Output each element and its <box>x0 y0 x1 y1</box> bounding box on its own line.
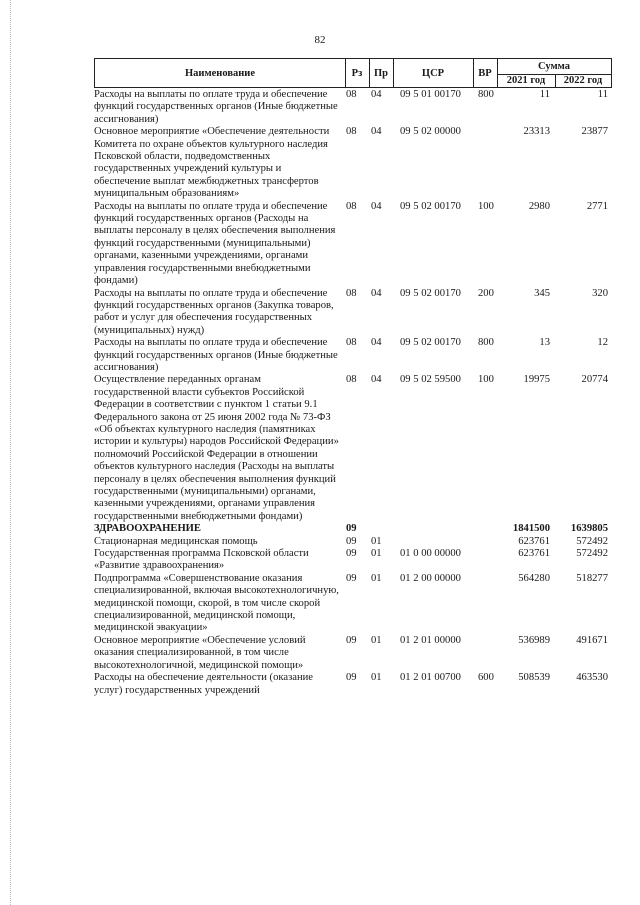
row-name: Основное мероприятие «Обеспечение деятельности Комитета по охране объектов культурного наследия Псковской области, подведомственных государственных учреждений культуры и обеспечение выплат межбюджетных трансфертов муниципальным образованиям» <box>94 126 330 200</box>
row-sum-2022: 1639805 <box>570 523 608 535</box>
row-pr: 01 <box>371 548 382 560</box>
row-sum-2021: 345 <box>534 287 550 299</box>
row-sum-2021: 2980 <box>528 200 550 212</box>
table-body <box>94 89 612 697</box>
row-rz: 08 <box>346 200 357 212</box>
row-pr: 01 <box>371 535 382 547</box>
row-sum-2021: 1841500 <box>512 523 550 535</box>
row-name: Расходы на выплаты по оплате труда и обеспечение функций государственных органов (Расходы на выплаты персоналу в целях обеспечения выполнения функций государственными (муниципальными) органами, казенными учреждениями, органами управления государственными внебюджетными фондами) <box>94 200 336 287</box>
table-row <box>94 201 612 288</box>
row-name: Расходы на выплаты по оплате труда и обеспечение функций государственных органов (Иные бюджетные ассигнования) <box>94 89 338 125</box>
row-rz: 08 <box>346 89 357 100</box>
table-row <box>94 126 612 200</box>
row-pr: 04 <box>371 126 382 138</box>
row-csr: 01 2 01 00700 <box>400 672 461 684</box>
row-rz: 09 <box>346 672 357 684</box>
table-row <box>94 337 612 374</box>
row-sum-2021: 564280 <box>518 572 550 584</box>
row-rz: 08 <box>346 374 357 386</box>
row-pr: 04 <box>371 89 382 100</box>
row-rz: 09 <box>346 634 357 646</box>
row-sum-2021: 19975 <box>523 374 550 386</box>
row-name: Расходы на выплаты по оплате труда и обеспечение функций государственных органов (Закупка товаров, работ и услуг для обеспечения государственных (муниципальных) нужд) <box>94 287 334 336</box>
table-row <box>94 89 612 126</box>
table-row <box>94 536 612 548</box>
page-number: 82 <box>314 34 326 46</box>
row-rz: 09 <box>346 548 357 560</box>
row-csr: 09 5 02 59500 <box>400 374 461 386</box>
row-pr: 01 <box>371 672 382 684</box>
row-name: Стационарная медицинская помощь <box>94 535 258 547</box>
row-pr: 04 <box>371 337 382 349</box>
row-rz: 08 <box>346 337 357 349</box>
row-rz: 08 <box>346 126 357 138</box>
header-sum: Сумма <box>497 59 611 75</box>
row-sum-2021: 623761 <box>518 535 550 547</box>
row-csr: 01 0 00 00000 <box>400 548 461 560</box>
section-row <box>94 523 612 535</box>
row-csr: 09 5 02 00170 <box>400 287 461 299</box>
row-sum-2022: 20774 <box>581 374 608 386</box>
row-sum-2022: 572492 <box>576 535 608 547</box>
header-rz: Рз <box>345 59 370 87</box>
row-name: Расходы на выплаты по оплате труда и обеспечение функций государственных органов (Иные бюджетные ассигнования) <box>94 337 338 373</box>
header-csr: ЦСР <box>393 59 474 87</box>
header-pr: Пр <box>369 59 394 87</box>
header-year-2021: 2021 год <box>497 74 556 87</box>
row-vr: 100 <box>478 374 494 386</box>
header-vr: ВР <box>473 59 498 87</box>
row-csr: 01 2 01 00000 <box>400 634 461 646</box>
row-csr: 09 5 02 00170 <box>400 337 461 349</box>
row-vr: 100 <box>478 200 494 212</box>
row-sum-2022: 11 <box>597 89 608 100</box>
row-sum-2021: 13 <box>539 337 550 349</box>
row-name: Расходы на обеспечение деятельности (оказание услуг) государственных учреждений <box>94 672 313 696</box>
row-name: Подпрограмма «Совершенствование оказания специализированной, включая высокотехнологичную, медицинской помощи, скорой, в том числе скорой специализированной, медицинской помощи, медицинской эвакуации» <box>94 572 339 634</box>
row-pr: 01 <box>371 572 382 584</box>
row-sum-2022: 572492 <box>576 548 608 560</box>
row-sum-2022: 23877 <box>581 126 608 138</box>
table-row <box>94 374 612 523</box>
row-vr: 600 <box>478 672 494 684</box>
row-sum-2022: 491671 <box>576 634 608 646</box>
row-sum-2022: 518277 <box>576 572 608 584</box>
row-rz: 09 <box>346 523 357 535</box>
header-year-2022: 2022 год <box>563 75 603 86</box>
row-name: ЗДРАВООХРАНЕНИЕ <box>94 523 201 535</box>
row-vr: 800 <box>478 89 494 100</box>
row-sum-2021: 23313 <box>523 126 550 138</box>
row-csr: 09 5 02 00000 <box>400 126 461 138</box>
table-row <box>94 635 612 672</box>
row-vr: 800 <box>478 337 494 349</box>
header-name: Наименование <box>95 59 346 87</box>
row-csr: 09 5 01 00170 <box>400 89 461 100</box>
row-pr: 04 <box>371 200 382 212</box>
table-row <box>94 672 612 697</box>
row-name: Государственная программа Псковской области «Развитие здравоохранения» <box>94 548 309 572</box>
table-row <box>94 548 612 573</box>
row-pr: 01 <box>371 634 382 646</box>
row-pr: 04 <box>371 287 382 299</box>
row-csr: 01 2 00 00000 <box>400 572 461 584</box>
row-rz: 09 <box>346 535 357 547</box>
table-row <box>94 573 612 635</box>
row-name: Осуществление переданных органам государственной власти субъектов Российской Федерации в соответствии с пунктом 1 статьи 9.1 Федерального закона от 25 июня 2002 года № 73-ФЗ «Об объектах культурного наследия (памятниках истории и культуры) народов Российской Федерации» полномочий Российской Федерации в отношении объектов культурного наследия (Расходы на выплаты персоналу в целях обеспечения выполнения функций государственными (муниципальными) органами, казенными учреждениями, органами управления государственными внебюджетными фондами) <box>94 374 339 522</box>
row-sum-2022: 12 <box>597 337 608 349</box>
row-rz: 09 <box>346 572 357 584</box>
row-csr: 09 5 02 00170 <box>400 200 461 212</box>
row-vr: 200 <box>478 287 494 299</box>
row-rz: 08 <box>346 287 357 299</box>
row-sum-2021: 508539 <box>518 672 550 684</box>
page-margin-line <box>10 0 11 905</box>
row-sum-2021: 536989 <box>518 634 550 646</box>
row-name: Основное мероприятие «Обеспечение условий оказания специализированной, в том числе высокотехнологичной, медицинской помощи» <box>94 634 306 671</box>
row-sum-2021: 623761 <box>518 548 550 560</box>
row-sum-2022: 2771 <box>586 200 608 212</box>
row-sum-2022: 463530 <box>576 672 608 684</box>
table-header <box>94 58 612 88</box>
row-sum-2022: 320 <box>592 287 608 299</box>
row-sum-2021: 11 <box>539 89 550 100</box>
row-pr: 04 <box>371 374 382 386</box>
table-row <box>94 288 612 338</box>
